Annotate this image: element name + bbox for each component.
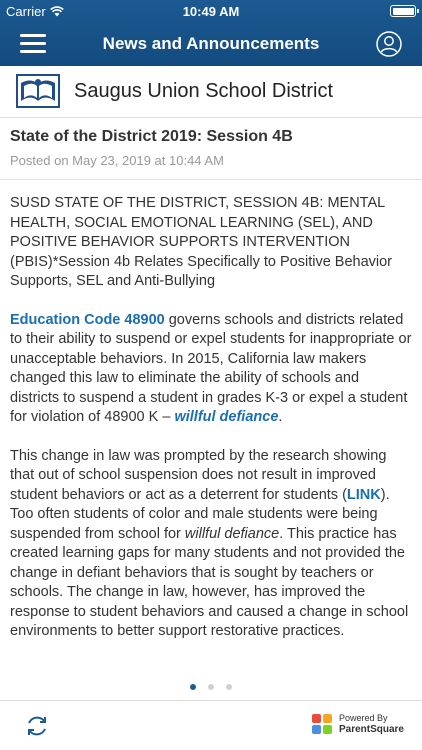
district-name: Saugus Union School District [74,80,334,102]
paragraph-text: This change in law was prompted by the research showing that out of school suspension does not result in improved student behaviors or act as a deterrent for students ( [10,447,387,503]
powered-by-label: Powered By [338,713,388,723]
post-title: State of the District 2019: Session 4B [10,128,293,145]
carrier-label: Carrier [6,4,46,19]
page-title: News and Announcements [102,34,320,53]
post-date: Posted on May 23, 2019 at 10:44 AM [10,153,224,168]
paragraph-end: . [278,409,283,425]
top-bar [0,0,422,66]
education-code-link[interactable]: Education Code 48900 [10,311,165,328]
paragraph-text: ). Too often students of color and male students were being suspended from school for [10,486,390,542]
paragraph-text: . This practice has created learning gaps for many students and not provided the change in defiant behaviors that is sought by teachers or schools. The change in law, however, has improved the response to student behaviors and caused a change in school environments to better support restorative practices. [10,525,409,639]
paragraph-intro: SUSD STATE OF THE DISTRICT, SESSION 4B: MENTAL HEALTH, SOCIAL EMOTIONAL LEARNING (SEL), AND POSITIVE BEHAVIOR SUPPORTS INTERVENTION (PBIS)*Session 4b Relates Specifically to Positive Behavior Supports, SEL and Anti-Bullying [10,195,393,289]
paragraph-education-code [10,311,412,428]
user-profile-icon[interactable] [376,31,402,57]
willful-defiance-text: willful defiance [174,409,279,425]
paragraph-text: governs schools and districts related to their ability to suspend or expel students for inappropriate or unacceptable behaviors. In 2015, California law makers changed this law to eliminate the ability of schools and districts to suspend a student in grades K-3 or expel a student for violation of 48900 K – [10,311,412,425]
page-dot-3[interactable] [226,684,232,690]
battery-icon [390,5,416,17]
status-time: 10:49 AM [182,4,240,19]
page-indicator [0,677,422,695]
post-header [0,118,422,180]
refresh-icon[interactable] [24,713,50,739]
paragraph-research [10,447,412,642]
brand-label: ParentSquare [338,724,404,735]
powered-by-parentsquare[interactable] [311,713,404,735]
status-bar [0,0,422,22]
district-header [0,66,422,118]
district-logo-icon [16,74,60,108]
willful-defiance-link[interactable] [174,409,278,425]
post-body[interactable] [0,180,422,670]
bottom-bar [0,700,422,750]
research-link[interactable]: LINK [346,486,381,503]
emphasis-text: willful defiance [184,525,280,542]
parentsquare-logo-icon [311,713,333,735]
page-dot-1[interactable] [190,684,196,690]
page-dot-2[interactable] [208,684,214,690]
powered-by-text [339,713,404,735]
